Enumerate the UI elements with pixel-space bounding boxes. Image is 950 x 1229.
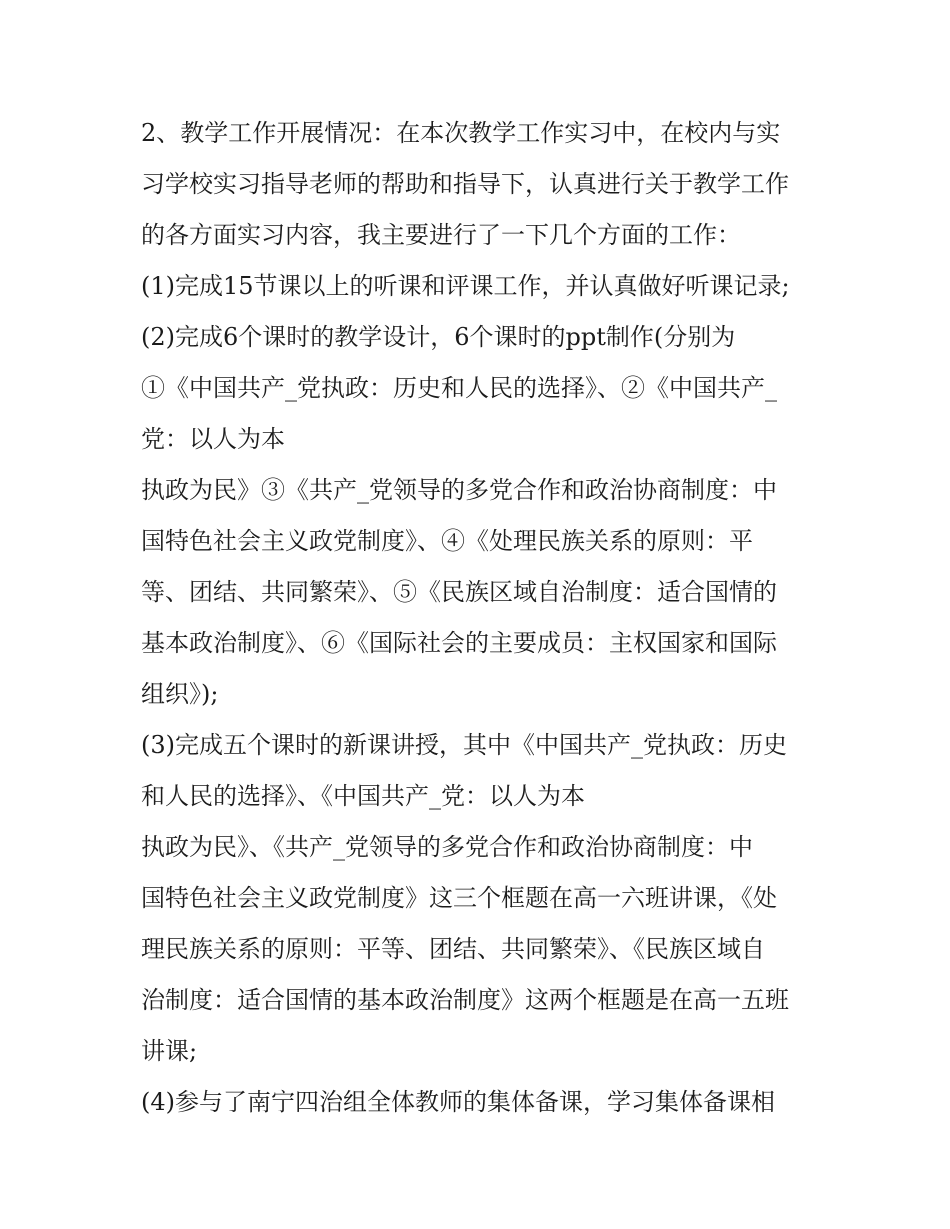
text-line-19: 讲课; [141,1037,198,1065]
text-line-18: 治制度：适合国情的基本政治制度》这两个框题是在高一五班 [141,986,789,1014]
text-line-14: 和人民的选择》、《中国共产_党：以人为本 [141,782,585,810]
text-line-15: 执政为民》、《共产_党领导的多党合作和政治协商制度：中 [141,833,753,861]
text-line-11: 基本政治制度》、⑥《国际社会的主要成员：主权国家和国际 [141,629,777,657]
text-line-13: (3)完成五个课时的新课讲授，其中《中国共产_党执政：历史 [141,731,787,759]
text-line-6: ①《中国共产_党执政：历史和人民的选择》、②《中国共产_ [141,374,777,402]
text-line-3: 的各方面实习内容，我主要进行了一下几个方面的工作： [141,221,741,249]
text-line-7: 党：以人为本 [141,425,285,453]
text-line-8: 执政为民》③《共产_党领导的多党合作和政治协商制度：中 [141,476,777,504]
text-line-16: 国特色社会主义政党制度》这三个框题在高一六班讲课，《处 [141,884,777,912]
text-line-9: 国特色社会主义政党制度》、④《处理民族关系的原则：平 [141,527,753,555]
text-line-10: 等、团结、共同繁荣》、⑤《民族区域自治制度：适合国情的 [141,578,777,606]
text-line-5: (2)完成6个课时的教学设计，6个课时的ppt制作(分别为 [141,323,736,351]
text-line-1: 2、教学工作开展情况：在本次教学工作实习中，在校内与实 [141,119,781,147]
text-line-20: (4)参与了南宁四治组全体教师的集体备课，学习集体备课相 [141,1088,775,1116]
text-line-17: 理民族关系的原则：平等、团结、共同繁荣》、《民族区域自 [141,935,765,963]
text-line-12: 组织》); [141,680,219,708]
text-line-2: 习学校实习指导老师的帮助和指导下，认真进行关于教学工作 [141,170,789,198]
text-line-4: (1)完成15节课以上的听课和评课工作，并认真做好听课记录; [141,272,790,300]
document-body [141,108,821,1128]
